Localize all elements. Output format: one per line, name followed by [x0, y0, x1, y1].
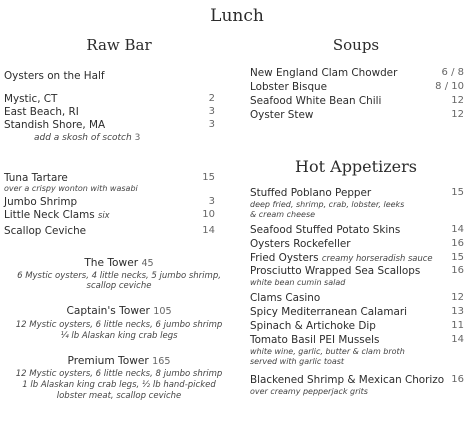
appetizer-item-name: Fried Oysters creamy horseradish sauce: [250, 252, 433, 264]
oyster-item-name: Mystic, CT: [4, 93, 58, 105]
soup-item-price: 6 / 8: [441, 67, 464, 78]
jumbo-shrimp-name: Jumbo Shrimp: [4, 196, 78, 208]
appetizer-item-price: 14: [451, 224, 464, 235]
page-title: Lunch: [210, 6, 264, 26]
appetizer-item-description: served with garlic toast: [250, 357, 345, 366]
appetizer-item-description: white bean cumin salad: [250, 278, 346, 287]
appetizer-item-name: Spicy Mediterranean Calamari: [250, 306, 408, 318]
appetizer-item-name: Stuffed Poblano Pepper: [250, 187, 372, 199]
soup-item-price: 12: [451, 109, 464, 120]
oyster-item-name: East Beach, RI: [4, 106, 79, 118]
appetizer-item-price: 14: [451, 334, 464, 345]
appetizer-item-name: Tomato Basil PEI Mussels: [250, 334, 380, 346]
appetizer-item-price: 12: [451, 292, 464, 303]
appetizer-item-price: 16: [451, 374, 464, 385]
tuna-tartare-description: over a crispy wonton with wasabi: [4, 184, 138, 193]
appetizer-item-description: over creamy pepperjack grits: [250, 387, 368, 396]
oyster-item-price: 3: [208, 106, 215, 117]
tower-description-line: ¼ lb Alaskan king crab legs: [60, 331, 178, 341]
soup-item-price: 8 / 10: [435, 81, 464, 92]
tower-description-line: 6 Mystic oysters, 4 little necks, 5 jumbo shrimp,: [17, 271, 221, 281]
appetizer-item-name: Blackened Shrimp & Mexican Chorizo: [250, 374, 445, 386]
scotch-note: add a skosh of scotch 3: [34, 133, 141, 143]
appetizer-item-price: 16: [451, 265, 464, 276]
oyster-item-price: 3: [208, 119, 215, 130]
raw-bar-heading: Raw Bar: [86, 36, 152, 54]
scallop-ceviche-name: Scallop Ceviche: [4, 225, 87, 237]
soup-item-name: Oyster Stew: [250, 109, 314, 121]
tower-description-line: 12 Mystic oysters, 6 little necks, 6 jumbo shrimp: [15, 320, 223, 330]
tower-description-line: scallop ceviche: [86, 281, 152, 291]
scallop-ceviche-price: 14: [202, 225, 215, 236]
tower-title: Captain's Tower 105: [66, 305, 172, 317]
soup-item-name: New England Clam Chowder: [250, 67, 398, 79]
appetizer-item-name: Spinach & Artichoke Dip: [250, 320, 376, 332]
appetizer-item-name: Clams Casino: [250, 292, 321, 304]
appetizer-item-name: Oysters Rockefeller: [250, 238, 351, 250]
soup-item-price: 12: [451, 95, 464, 106]
little-neck-clams-price: 10: [202, 209, 215, 220]
tower-title: The Tower 45: [84, 257, 154, 269]
appetizer-item-name: Prosciutto Wrapped Sea Scallops: [250, 265, 421, 277]
tuna-tartare-name: Tuna Tartare: [4, 172, 68, 184]
soup-item-name: Lobster Bisque: [250, 81, 328, 93]
appetizer-item-price: 11: [451, 320, 464, 331]
tuna-tartare-price: 15: [202, 172, 215, 183]
appetizer-item-description: & cream cheese: [250, 210, 316, 219]
tower-title: Premium Tower 165: [67, 355, 171, 367]
appetizer-item-price: 15: [451, 187, 464, 198]
oysters-header: Oysters on the Half: [4, 70, 105, 82]
jumbo-shrimp-price: 3: [208, 196, 215, 207]
oyster-item-price: 2: [208, 93, 215, 104]
soups-heading: Soups: [332, 36, 380, 54]
appetizer-item-price: 15: [451, 252, 464, 263]
oyster-item-name: Standish Shore, MA: [4, 119, 106, 131]
appetizer-item-name: Seafood Stuffed Potato Skins: [250, 224, 401, 236]
tower-description-line: 12 Mystic oysters, 6 little necks, 8 jumbo shrimp: [15, 369, 223, 379]
tower-description-line: 1 lb Alaskan king crab legs, ½ lb hand-picked: [22, 380, 216, 390]
hot-appetizers-heading: Hot Appetizers: [295, 157, 417, 176]
appetizer-item-description: deep fried, shrimp, crab, lobster, leeks: [250, 200, 405, 209]
tower-description-line: lobster meat, scallop ceviche: [56, 391, 182, 401]
appetizer-item-price: 16: [451, 238, 464, 249]
appetizer-item-description: white wine, garlic, butter & clam broth: [250, 347, 405, 356]
little-neck-clams-name: Little Neck Clams six: [4, 209, 110, 221]
appetizer-item-price: 13: [451, 306, 464, 317]
soup-item-name: Seafood White Bean Chili: [250, 95, 382, 107]
